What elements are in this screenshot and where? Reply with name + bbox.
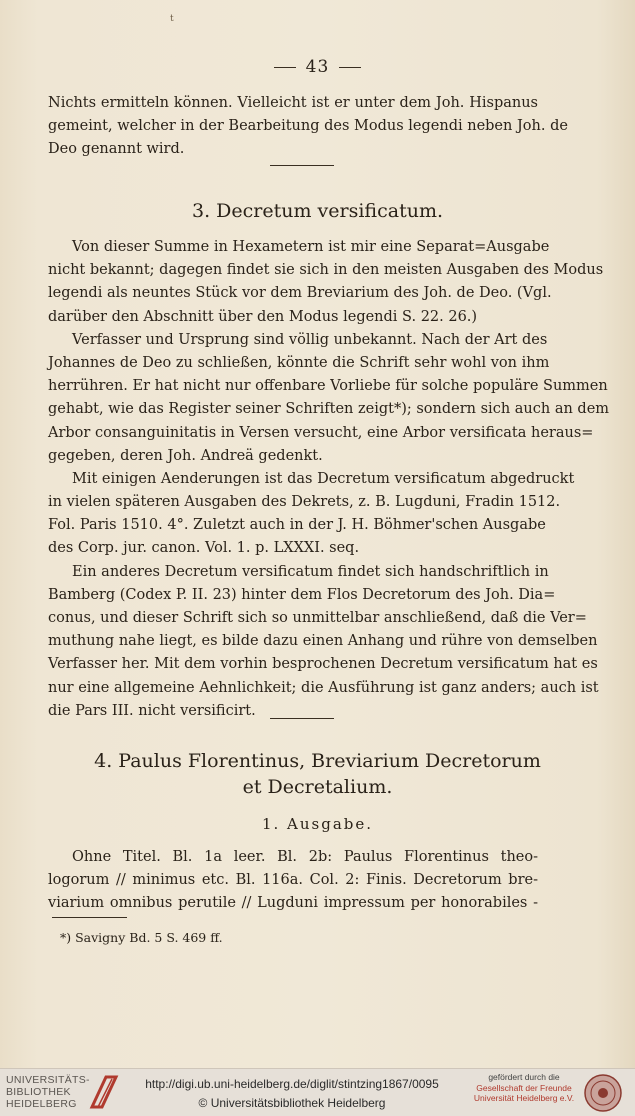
text-line: Ohne Titel. Bl. 1a leer. Bl. 2b: Paulus Florentinus theo-	[72, 849, 538, 865]
text-line: viarium omnibus perutile // Lugduni impressum per honorabiles -	[48, 895, 538, 912]
text-line: Mit einigen Aenderungen ist das Decretum versificatum abgedruckt	[72, 470, 575, 487]
section-heading-4-cont: et Decretalium.	[242, 776, 393, 798]
library-name-line: UNIVERSITÄTS-	[6, 1074, 90, 1086]
text-line: Fol. Paris 1510. 4°. Zuletzt auch in der J. H. Böhmer'schen Ausgabe	[48, 517, 546, 534]
text-line: logorum // minimus etc. Bl. 116a. Col. 2: Finis. Decretorum bre-	[48, 872, 538, 889]
text-line: die Pars III. nicht versificirt.	[48, 702, 256, 719]
divider	[270, 165, 334, 166]
text-line: herrühren. Er hat nicht nur offenbare Vorliebe für solche populäre Summen	[48, 378, 608, 395]
subheading: 1. Ausgabe.	[261, 815, 374, 833]
library-logo-icon[interactable]	[86, 1073, 120, 1111]
section-heading-3: 3. Decretum versificatum.	[192, 200, 443, 222]
text-line: Von dieser Summe in Hexametern ist mir eine Separat=Ausgabe	[72, 239, 550, 255]
text-line: in vielen späteren Ausgaben des Dekrets, z. B. Lugduni, Fradin 1512.	[48, 494, 561, 511]
page-number-row	[0, 57, 635, 77]
text-line: Johannes de Deo zu schließen, könnte die Schrift sehr wohl von ihm	[48, 354, 550, 371]
library-name-line: BIBLIOTHEK	[6, 1086, 71, 1098]
viewer-footer	[0, 1068, 635, 1116]
permalink-url[interactable]: http://digi.ub.uni-heidelberg.de/diglit/stintzing1867/0095	[145, 1077, 439, 1091]
divider	[270, 718, 334, 719]
funding-note	[470, 1072, 578, 1104]
page-mark: t	[170, 14, 174, 24]
text-line: gemeint, welcher in der Bearbeitung des Modus legendi neben Joh. de	[48, 118, 568, 135]
dash-left	[274, 67, 296, 68]
library-name	[6, 1074, 88, 1110]
section-4-body	[48, 846, 538, 916]
text-line: conus, und dieser Schrift sich so unmittelbar anschließend, daß die Ver=	[48, 610, 587, 626]
text-line: des Corp. jur. canon. Vol. 1. p. LXXXI. seq.	[48, 540, 360, 557]
library-name-line: HEIDELBERG	[6, 1098, 77, 1110]
text-line: Deo genannt wird.	[48, 141, 185, 158]
text-line: Verfasser und Ursprung sind völlig unbekannt. Nach der Art des	[72, 331, 548, 348]
copyright-text: © Universitätsbibliothek Heidelberg	[198, 1096, 386, 1110]
text-line: gehabt, wie das Register seiner Schriften zeigt*); sondern sich auch an dem	[48, 401, 610, 418]
footnote: *) Savigny Bd. 5 S. 469 ff.	[60, 930, 223, 945]
dash-right	[339, 67, 361, 68]
text-line: gegeben, deren Joh. Andreä gedenkt.	[48, 447, 323, 464]
text-line: nur eine allgemeine Aehnlichkeit; die Ausführung ist ganz anders; auch ist	[48, 679, 599, 696]
funding-line: Universität Heidelberg e.V.	[473, 1093, 575, 1103]
text-line: Bamberg (Codex P. II. 23) hinter dem Flos Decretorum des Joh. Dia=	[48, 586, 556, 603]
footnote-rule	[52, 917, 127, 918]
text-line: Verfasser her. Mit dem vorhin besprochenen Decretum versificatum hat es	[48, 656, 598, 673]
funding-line: gefördert durch die	[488, 1072, 560, 1082]
text-line: Arbor consanguinitatis in Versen versucht, eine Arbor versificata heraus=	[48, 424, 594, 441]
text-line: Ein anderes Decretum versificatum findet sich handschriftlich in	[72, 563, 549, 580]
text-line: legendi als neuntes Stück vor dem Breviarium des Joh. de Deo. (Vgl.	[48, 285, 552, 302]
university-seal-icon	[583, 1073, 623, 1113]
text-line: muthung nahe liegt, es bilde dazu einen Anhang und rühre von demselben	[48, 633, 598, 650]
page-number: 43	[305, 57, 330, 77]
text-line: nicht bekannt; dagegen findet sie sich in den meisten Ausgaben des Modus	[48, 262, 604, 279]
paragraph-intro	[48, 92, 568, 162]
section-3-body	[48, 236, 610, 723]
text-line: darüber den Abschnitt über den Modus legendi S. 22. 26.)	[48, 308, 478, 325]
funding-line: Gesellschaft der Freunde	[476, 1082, 572, 1093]
text-line: Nichts ermitteln können. Vielleicht ist er unter dem Joh. Hispanus	[48, 95, 538, 111]
section-heading-4: 4. Paulus Florentinus, Breviarium Decretorum	[94, 750, 541, 772]
